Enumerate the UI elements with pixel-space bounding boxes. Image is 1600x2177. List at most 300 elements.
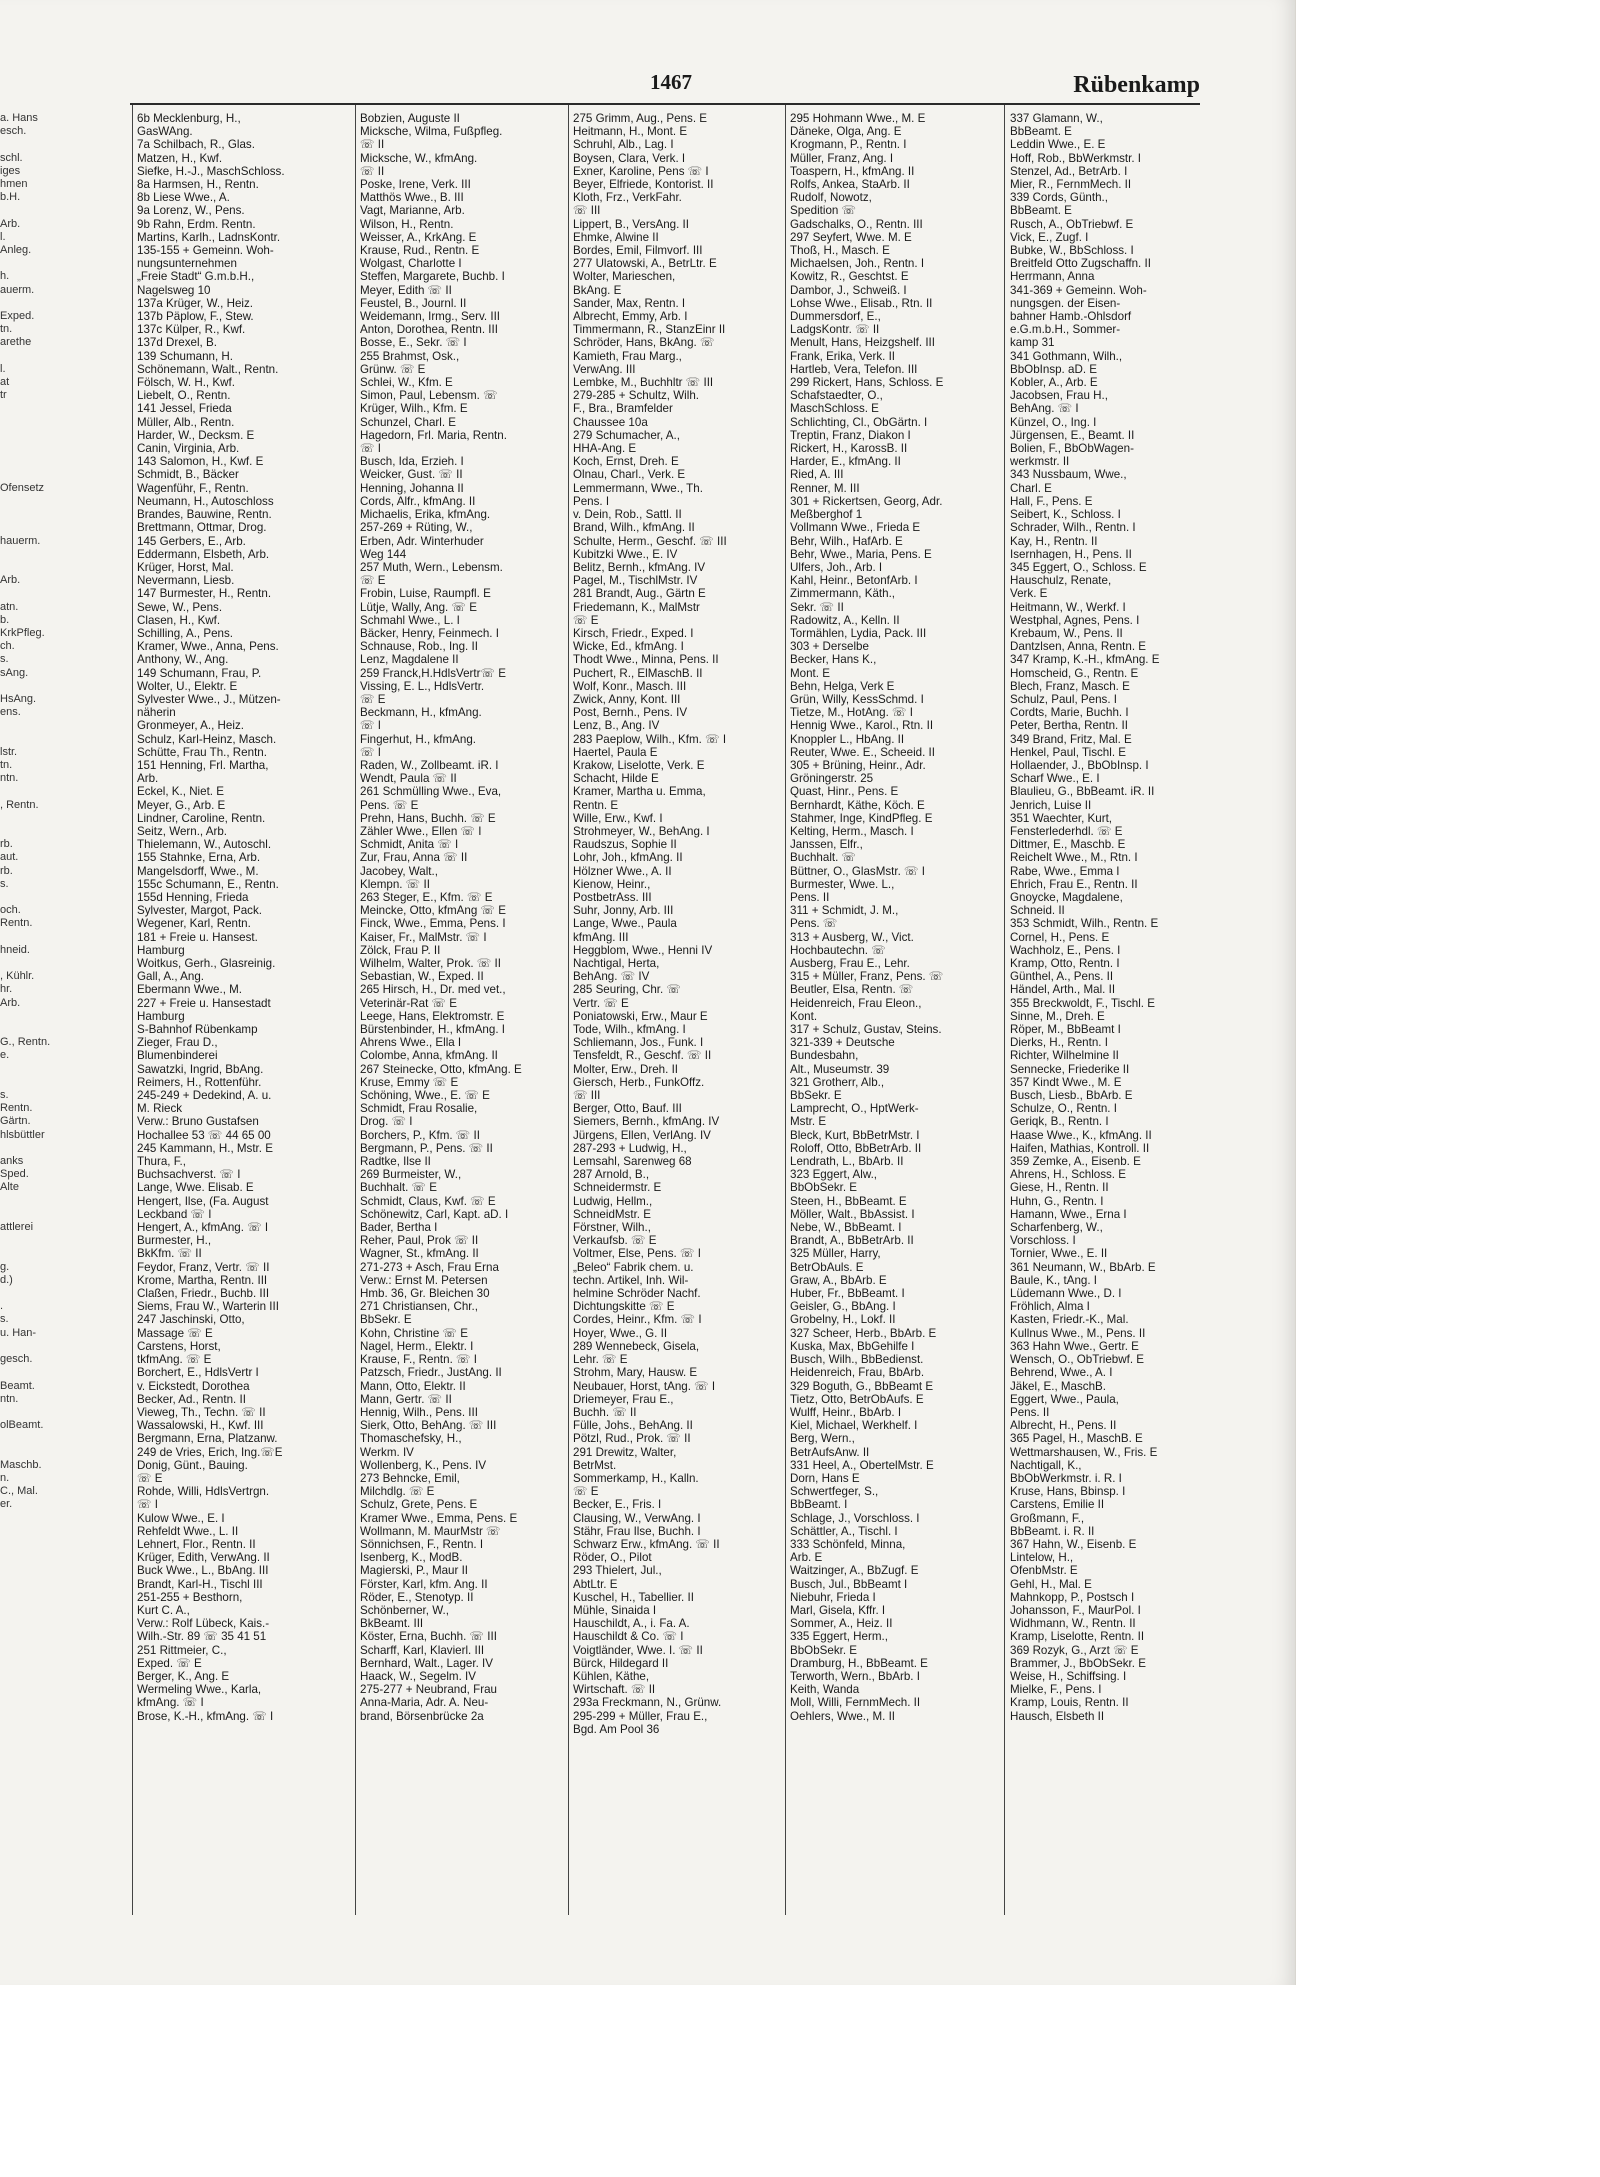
directory-entry: Cords, Alfr., kfmAng. II [360, 494, 476, 508]
directory-entry: 275 Grimm, Aug., Pens. E [573, 112, 708, 125]
directory-entry: Fülle, Johs., BehAng. II [573, 1419, 693, 1433]
directory-entry: Brand, Wilh., kfmAng. II [573, 521, 695, 535]
directory-entry: Schmidt, B., Bäcker [137, 468, 239, 482]
directory-entry [0, 402, 78, 415]
directory-entry: Olnau, Charl., Verk. E [573, 468, 686, 482]
column-2 [360, 112, 565, 1912]
directory-entry: Weidemann, Irmg., Serv. III [360, 310, 501, 324]
directory-entry: Westphal, Agnes, Pens. I [1010, 613, 1140, 627]
directory-entry: Huber, Fr., BbBeamt. I [790, 1287, 905, 1301]
directory-entry: Roloff, Otto, BbBetrArb. II [790, 1141, 922, 1155]
directory-entry: esch. [0, 125, 27, 138]
directory-entry: ☏ II [360, 164, 385, 178]
directory-entry: BbObSekr. E [790, 1181, 858, 1195]
directory-entry: Sylvester, Margot, Pack. [137, 904, 263, 918]
directory-entry: ☏ E [360, 574, 386, 588]
directory-entry: ☏ I [137, 1498, 158, 1512]
directory-entry: 287-293 + Ludwig, H., [573, 1141, 687, 1155]
directory-entry: Vieweg, Th., Techn. ☏ II [137, 1405, 266, 1419]
directory-entry: Post, Bernh., Pens. IV [573, 706, 688, 720]
directory-entry [0, 350, 78, 363]
directory-entry: Meincke, Otto, kfmAng ☏ E [360, 904, 506, 918]
directory-entry [0, 204, 78, 217]
directory-entry: Mahnkopp, P., Postsch I [1010, 1590, 1135, 1604]
directory-entry: hneid. [0, 943, 30, 956]
directory-entry [0, 561, 78, 574]
directory-entry: Beamt. [0, 1379, 35, 1392]
directory-entry: Bubke, W., BbSchloss. I [1010, 244, 1134, 258]
directory-entry: Großmann, F., [1010, 1511, 1085, 1525]
directory-entry: Dantzlsen, Anna, Rentn. E [1010, 640, 1146, 654]
directory-entry: Dierks, H., Rentn. I [1010, 1036, 1108, 1050]
directory-entry: Exner, Karoline, Pens ☏ I [573, 164, 709, 178]
directory-entry: 261 Schmülling Wwe., Eva, [360, 785, 502, 799]
directory-entry: v. Dein, Rob., Sattl. II [573, 508, 682, 522]
directory-entry: Haertel, Paula E [573, 745, 658, 759]
directory-entry: Kiel, Michael, Werkhelf. I [790, 1419, 918, 1433]
directory-entry: Molter, Erw., Dreh. II [573, 1062, 679, 1076]
directory-entry [0, 548, 78, 561]
directory-entry: Reichelt Wwe., M., Rtn. I [1010, 851, 1138, 865]
directory-entry: Eddermann, Elsbeth, Arb. [137, 547, 270, 561]
directory-entry: Mstr. E [790, 1115, 827, 1129]
directory-entry: Jacobey, Walt., [360, 864, 438, 878]
directory-entry: Kramp, Louis, Rentn. II [1010, 1696, 1129, 1710]
directory-entry: Lehnert, Flor., Rentn. II [137, 1537, 256, 1551]
directory-entry: Patzsch, Friedr., JustAng. II [360, 1366, 502, 1380]
directory-entry: Poniatowski, Erw., Maur E [573, 1009, 708, 1023]
directory-entry: rb. [0, 838, 13, 851]
directory-entry: Huhn, G., Rentn. I [1010, 1194, 1104, 1208]
page-header [130, 70, 1200, 100]
directory-entry: Maschb. [0, 1458, 42, 1471]
directory-entry: 311 + Schmidt, J. M., [790, 904, 899, 918]
directory-entry: Fensterlederhdl. ☏ E [1010, 824, 1123, 838]
directory-entry: Isernhagen, H., Pens. II [1010, 547, 1132, 561]
directory-entry: Schrader, Wilh., Rentn. I [1010, 521, 1136, 535]
directory-entry: 339 Cords, Günth., [1010, 191, 1108, 205]
directory-entry: Becker, Hans K., [790, 653, 877, 667]
directory-entry: ☏ II [360, 138, 385, 152]
directory-entry: Behr, Wwe., Maria, Pens. E [790, 547, 932, 561]
directory-entry: Rolfs, Ankea, StaArb. II [790, 178, 910, 192]
directory-entry: Steffen, Margarete, Buchb. I [360, 270, 505, 284]
directory-entry: M. Rieck [137, 1102, 183, 1116]
directory-entry: 291 Drewitz, Walter, [573, 1445, 677, 1459]
directory-entry: Kullnus Wwe., M., Pens. II [1010, 1326, 1146, 1340]
directory-entry: Kirsch, Friedr., Exped. I [573, 626, 694, 640]
directory-entry: Haase Wwe., K., kfmAng. II [1010, 1128, 1152, 1142]
directory-entry: Steen, H., BbBeamt. E [790, 1194, 907, 1208]
directory-entry: Sylvester Wwe., J., Mützen- [137, 692, 281, 706]
directory-entry: Borchert, E., HdlsVertr I [137, 1366, 259, 1380]
directory-entry: tr [0, 389, 7, 402]
directory-entry: ☏ I [360, 719, 381, 733]
directory-entry: Reuter, Wwe. E., Scheeid. II [790, 745, 935, 759]
directory-entry: Lembke, M., Buchhltr ☏ III [573, 376, 714, 390]
directory-entry: 351 Waechter, Kurt, [1010, 811, 1113, 825]
header-rule [130, 103, 1200, 105]
directory-entry: Anleg. [0, 244, 32, 257]
directory-entry: Kulow Wwe., E. I [137, 1511, 225, 1525]
directory-entry: Kuska, Max, BbGehilfe I [790, 1339, 915, 1353]
directory-entry: ens. [0, 706, 21, 719]
directory-entry: 329 Boguth, G., BbBeamt E [790, 1379, 934, 1393]
directory-entry: Rehfeldt Wwe., L. II [137, 1524, 239, 1538]
directory-entry: at [0, 376, 10, 389]
directory-entry: Klempn. ☏ II [360, 877, 430, 891]
directory-entry: Vissing, E. L., HdlsVertr. [360, 679, 485, 693]
directory-entry: Pens. II [790, 890, 830, 904]
directory-entry: 145 Gerbers, E., Arb. [137, 534, 246, 548]
directory-entry: 139 Schumann, H. [137, 349, 234, 363]
directory-entry: BbBeamt. E [1010, 125, 1072, 139]
directory-entry: Ried, A. III [790, 468, 844, 482]
directory-entry: Grün, Willy, KessSchmd. I [790, 692, 924, 706]
directory-entry: Schulz, Karl-Heinz, Masch. [137, 732, 277, 746]
directory-entry: Bader, Bertha I [360, 1221, 438, 1235]
directory-entry: Schafstaedter, O., [790, 389, 883, 403]
directory-entry: 357 Kindt Wwe., M. E [1010, 1075, 1122, 1089]
directory-entry: Quast, Hinr., Pens. E [790, 785, 899, 799]
directory-entry: Arb. E [790, 1551, 823, 1565]
directory-entry: BkKfm. ☏ II [137, 1247, 202, 1261]
directory-entry: Schruhl, Alb., Lag. I [573, 138, 674, 152]
directory-entry [0, 719, 78, 732]
directory-entry: Brettmann, Ottmar, Drog. [137, 521, 267, 535]
directory-entry: Pens. ☏ [790, 917, 838, 931]
directory-entry: brand, Börsenbrücke 2a [360, 1709, 484, 1723]
directory-entry: Kienow, Heinr., [573, 877, 651, 891]
directory-entry: Jacobsen, Frau H., [1010, 389, 1108, 403]
directory-entry: Leddin Wwe., E. E [1010, 138, 1106, 152]
directory-entry: Tornier, Wwe., E. II [1010, 1247, 1108, 1261]
directory-entry: Fölsch, W. H., Kwf. [137, 376, 235, 390]
directory-entry: Lüdemann Wwe., D. I [1010, 1287, 1122, 1301]
directory-entry: 7a Schilbach, R., Glas. [137, 138, 255, 152]
directory-entry: Meyer, Edith ☏ II [360, 283, 452, 297]
directory-entry: Siems, Frau W., Warterin III [137, 1300, 279, 1314]
directory-entry: , Kühlr. [0, 970, 35, 983]
directory-entry: Becker, Ad., Rentn. II [137, 1392, 246, 1406]
directory-entry: Heitmann, H., Mont. E [573, 125, 688, 139]
column-divider [132, 105, 133, 1915]
directory-entry: Hauschildt, A., i. Fa. A. [573, 1617, 690, 1631]
directory-entry: 147 Burmester, H., Rentn. [137, 587, 272, 601]
directory-entry: 249 de Vries, Erich, Ing.☏E [137, 1445, 283, 1459]
directory-entry: Lintelow, H., [1010, 1551, 1074, 1565]
directory-entry: Günthel, A., Pens. II [1010, 970, 1114, 984]
directory-entry: Sander, Max, Rentn. I [573, 296, 686, 310]
directory-entry: ☏ E [573, 613, 599, 627]
directory-entry: Wilh.-Str. 89 ☏ 35 41 51 [137, 1630, 267, 1644]
directory-entry: Kruse, Hans, Bbinsp. I [1010, 1485, 1126, 1499]
directory-entry: Berger, K., Ang. E [137, 1669, 230, 1683]
directory-entry: Pens. ☏ E [360, 798, 419, 812]
directory-entry: Dambor, J., Schweiß. I [790, 283, 907, 297]
directory-entry: Kahl, Heinr., BetonfArb. I [790, 574, 918, 588]
directory-entry: Wulff, Heinr., BbArb. I [790, 1405, 902, 1419]
directory-entry: Leege, Hans, Elektromstr. E [360, 1009, 505, 1023]
directory-entry: 345 Eggert, O., Schloss. E [1010, 560, 1147, 574]
directory-entry: Brandt, Karl-H., Tischl III [137, 1577, 263, 1591]
column-3 [573, 112, 783, 1912]
directory-entry: Thura, F., [137, 1155, 186, 1169]
directory-entry: Meßberghof 1 [790, 508, 863, 522]
directory-entry: BetrObAuls. E [790, 1260, 864, 1274]
directory-entry: Alte [0, 1181, 19, 1194]
directory-entry: Tode, Wilh., kfmAng. I [573, 1023, 686, 1037]
directory-entry: Homscheid, G., Rentn. E [1010, 666, 1139, 680]
directory-entry: Sommer, A., Heiz. II [790, 1617, 893, 1631]
directory-entry: „Beleo“ Fabrik chem. u. [573, 1260, 694, 1274]
directory-entry: 359 Zemke, A., Eisenb. E [1010, 1155, 1141, 1169]
directory-entry: Treptin, Franz, Diakon I [790, 428, 911, 442]
directory-entry: Wolf, Konr., Masch. III [573, 679, 687, 693]
directory-entry: Thomaschefsky, H., [360, 1432, 462, 1446]
directory-entry: Möller, Walt., BbAssist. I [790, 1207, 915, 1221]
directory-entry: 8b Liese Wwe., A. [137, 191, 230, 205]
directory-entry: Clasen, H., Kwf. [137, 613, 221, 627]
directory-entry: Kowitz, R., Geschtst. E [790, 270, 909, 284]
directory-entry: Hennig Wwe., Karol., Rtn. II [790, 719, 934, 733]
directory-entry: Lendrath, L., BbArb. II [790, 1155, 904, 1169]
directory-entry: Sönnichsen, F., Rentn. I [360, 1537, 484, 1551]
directory-entry: Weise, H., Schiffsing. I [1010, 1669, 1127, 1683]
directory-entry: Krüger, Horst, Mal. [137, 560, 234, 574]
directory-entry: Pens. II [1010, 1405, 1050, 1419]
directory-entry: Dichtungskitte ☏ E [573, 1300, 675, 1314]
directory-entry: Däneke, Olga, Ang. E [790, 125, 902, 139]
directory-entry: Raden, W., Zollbeamt. iR. I [360, 758, 499, 772]
directory-entry: er. [0, 1498, 13, 1511]
directory-entry: Buck Wwe., L., BbAng. III [137, 1564, 269, 1578]
directory-entry: Arb. [0, 574, 21, 587]
page-number: 1467 [650, 70, 692, 94]
directory-entry: Behr, Wilh., HafArb. E [790, 534, 903, 548]
directory-entry: Milchdlg. ☏ E [360, 1485, 435, 1499]
directory-entry: schl. [0, 151, 23, 164]
directory-entry: Blaulieu, G., BbBeamt. iR. II [1010, 785, 1155, 799]
directory-entry: gesch. [0, 1353, 33, 1366]
directory-entry: Anton, Dorothea, Rentn. III [360, 323, 498, 337]
directory-entry: u. Han- [0, 1326, 37, 1339]
directory-entry: VerwAng. III [573, 362, 636, 376]
directory-entry: Timmermann, R., StanzEinr II [573, 323, 726, 337]
directory-entry: ☏ III [573, 204, 601, 218]
directory-entry: Thielemann, W., Autoschl. [137, 838, 272, 852]
directory-entry: Heitmann, W., Werkf. I [1010, 600, 1126, 614]
directory-entry: BehAng. ☏ IV [573, 970, 650, 984]
directory-entry: Wensch, O., ObTriebwf. E [1010, 1353, 1145, 1367]
directory-entry: BbObInsp. aD. E [1010, 362, 1097, 376]
directory-entry: Voigtländer, Wwe. I. ☏ II [573, 1643, 703, 1657]
directory-entry [0, 812, 78, 825]
directory-entry: F., Bra., Bramfelder [573, 402, 673, 416]
directory-entry: 137a Krüger, W., Heiz. [137, 296, 253, 310]
directory-entry: Canin, Virginia, Arb. [137, 442, 240, 456]
directory-entry: Thodt Wwe., Minna, Pens. II [573, 653, 719, 667]
directory-entry: C., Mal. [0, 1485, 38, 1498]
directory-entry: Werkm. IV [360, 1445, 414, 1459]
directory-entry: Nachtigall, K., [1010, 1458, 1082, 1472]
directory-entry: Nagel, Herm., Elektr. I [360, 1339, 474, 1353]
directory-entry: Carstens, Emilie II [1010, 1498, 1105, 1512]
directory-entry: Schilling, A., Pens. [137, 626, 234, 640]
directory-entry: Bobzien, Auguste II [360, 112, 460, 125]
directory-entry: Schwarz Erw., kfmAng. ☏ II [573, 1537, 720, 1551]
column-1 [137, 112, 352, 1912]
directory-entry: Lindner, Caroline, Rentn. [137, 811, 266, 825]
directory-entry: Bordes, Emil, Filmvorf. III [573, 244, 703, 258]
directory-entry: Wollenberg, K., Pens. IV [360, 1458, 487, 1472]
directory-entry: kamp 31 [1010, 336, 1055, 350]
directory-entry: Thoß, H., Masch. E [790, 244, 890, 258]
directory-entry: MaschSchloss. E [790, 402, 879, 416]
directory-entry: Zölck, Frau P. II [360, 943, 441, 957]
directory-entry: Arb. [0, 217, 21, 230]
directory-entry: Förstner, Wilh., [573, 1221, 651, 1235]
directory-entry: BbObWerkmstr. i. R. I [1010, 1471, 1122, 1485]
directory-entry: e. [0, 1049, 10, 1062]
directory-entry: S-Bahnhof Rübenkamp [137, 1023, 258, 1037]
directory-entry: Neumann, H., Autoschloss [137, 494, 274, 508]
directory-entry: 155c Schumann, E., Rentn. [137, 877, 279, 891]
directory-entry: 135-155 + Gemeinn. Woh- [137, 244, 274, 258]
directory-entry: hauerm. [0, 534, 41, 547]
directory-entry: Geisler, G., BbAng. I [790, 1300, 896, 1314]
directory-entry: 9b Rahn, Erdm. Rentn. [137, 217, 256, 231]
directory-entry: HsAng. [0, 692, 37, 705]
directory-entry: n. [0, 1471, 10, 1484]
directory-entry: Lehr. ☏ E [573, 1353, 628, 1367]
directory-entry: 331 Heel, A., ObertelMstr. E [790, 1458, 934, 1472]
directory-entry: Lenz, Magdalene II [360, 653, 459, 667]
directory-entry [0, 508, 78, 521]
directory-entry [0, 468, 78, 481]
directory-entry: LadgsKontr. ☏ II [790, 323, 880, 337]
directory-entry [0, 429, 78, 442]
directory-entry: 293a Freckmann, N., Grünw. [573, 1696, 722, 1710]
directory-entry: Anna-Maria, Adr. A. Neu- [360, 1696, 489, 1710]
directory-entry: Richter, Wilhelmine II [1010, 1049, 1119, 1063]
directory-entry: Busch, Jul., BbBeamt I [790, 1577, 908, 1591]
directory-entry: Bergmann, P., Pens. ☏ II [360, 1141, 493, 1155]
directory-entry: Wassalowski, H., Kwf. III [137, 1419, 264, 1433]
directory-entry: Koch, Ernst, Dreh. E [573, 455, 679, 469]
directory-entry: Kühlen, Käthe, [573, 1669, 650, 1683]
directory-entry: Bosse, E., Sekr. ☏ I [360, 336, 467, 350]
directory-entry: Verw.: Rolf Lübeck, Kais.- [137, 1617, 270, 1631]
directory-entry: Seitz, Wern., Arb. [137, 824, 227, 838]
directory-entry: Wille, Erw., Kwf. I [573, 811, 663, 825]
directory-entry: Hartleb, Vera, Telefon. III [790, 362, 918, 376]
directory-entry: Schulz, Grete, Pens. E [360, 1498, 478, 1512]
directory-entry: Hagedorn, Frl. Maria, Rentn. [360, 428, 507, 442]
directory-entry [0, 825, 78, 838]
directory-entry: Reimers, H., Rottenführ. [137, 1075, 262, 1089]
directory-entry: Wagenführ, F., Rentn. [137, 481, 249, 495]
directory-entry: Krome, Martha, Rentn. III [137, 1273, 268, 1287]
directory-entry: Bgd. Am Pool 36 [573, 1722, 660, 1736]
directory-entry: 151 Henning, Frl. Martha, [137, 758, 269, 772]
directory-entry: Strohmeyer, W., BehAng. I [573, 824, 710, 838]
directory-entry: . [0, 1300, 4, 1313]
directory-entry: 281 Brandt, Aug., Gärtn E [573, 587, 706, 601]
directory-entry: Hennig, Wilh., Pens. III [360, 1405, 478, 1419]
directory-entry: G., Rentn. [0, 1036, 51, 1049]
directory-entry: tkfmAng. ☏ E [137, 1353, 212, 1367]
directory-entry: Herrmann, Anna [1010, 270, 1095, 284]
directory-entry: Hochallee 53 ☏ 44 65 00 [137, 1128, 271, 1142]
directory-entry: Simon, Paul, Lebensm. ☏ [360, 389, 498, 403]
directory-entry: Gall, A., Ang. [137, 970, 205, 984]
directory-entry [0, 495, 78, 508]
directory-entry: Heidenreich, Frau Eleon., [790, 996, 922, 1010]
directory-entry: s. [0, 653, 9, 666]
directory-entry: Matthös Wwe., B. III [360, 191, 464, 205]
directory-entry: 305 + Brüning, Heinr., Adr. [790, 758, 926, 772]
directory-entry: 279 Schumacher, A., [573, 428, 680, 442]
directory-entry: Gröningerstr. 25 [790, 772, 874, 786]
directory-entry: Lange, Wwe. Elisab. E [137, 1181, 254, 1195]
directory-entry: 341-369 + Gemeinn. Woh- [1010, 283, 1147, 297]
directory-entry: Ehmke, Alwine II [573, 230, 659, 244]
directory-entry: Lenz, B., Ang. IV [573, 719, 660, 733]
directory-entry: Drog. ☏ I [360, 1115, 413, 1129]
directory-entry: Rentn. [0, 1102, 33, 1115]
directory-entry: 273 Behncke, Emil, [360, 1471, 460, 1485]
directory-entry: Förster, Karl, kfm. Ang. II [360, 1577, 488, 1591]
directory-entry: Belitz, Bernh., kfmAng. IV [573, 560, 706, 574]
directory-entry: Schönewitz, Carl, Kapt. aD. I [360, 1207, 509, 1221]
directory-entry: d.) [0, 1273, 13, 1286]
directory-entry: Jürgens, Ellen, VerlAng. IV [573, 1128, 711, 1142]
directory-entry: Exped. [0, 310, 35, 323]
directory-entry: Röder, O., Pilot [573, 1551, 652, 1565]
directory-entry [0, 1366, 78, 1379]
directory-entry: 245 Kammann, H., Mstr. E [137, 1141, 273, 1155]
directory-entry: Radtke, Ilse II [360, 1155, 431, 1169]
directory-entry: HHA-Ang. E [573, 442, 637, 456]
directory-entry: Verk. E [1010, 587, 1048, 601]
directory-entry: 283 Paeplow, Wilh., Kfm. ☏ I [573, 732, 727, 746]
directory-entry [0, 1063, 78, 1076]
directory-entry: ☏ III [573, 1089, 601, 1103]
directory-entry: 303 + Derselbe [790, 640, 869, 654]
directory-entry: Woitkus, Gerh., Glasreinig. [137, 957, 276, 970]
directory-entry: Janssen, Elfr., [790, 838, 863, 852]
directory-entry: 257 Muth, Wern., Lebensm. [360, 560, 503, 574]
directory-entry: Strohm, Mary, Hausw. E [573, 1366, 698, 1380]
directory-entry: Vorschloss. I [1010, 1234, 1076, 1248]
directory-entry: 265 Hirsch, H., Dr. med vet., [360, 983, 506, 997]
directory-entry: Magierski, P., Maur II [360, 1564, 469, 1578]
directory-entry: 155 Stahnke, Erna, Arb. [137, 851, 261, 865]
directory-entry: Wachholz, E., Pens. I [1010, 943, 1121, 957]
directory-entry: 323 Eggert, Alw., [790, 1168, 878, 1182]
directory-entry: 141 Jessel, Frieda [137, 402, 232, 416]
running-title: Rübenkamp [1073, 72, 1200, 98]
directory-entry: Verkaufsb. ☏ E [573, 1234, 657, 1248]
directory-entry: Köster, Erna, Buchh. ☏ III [360, 1630, 497, 1644]
directory-entry: Nachtigal, Herta, [573, 957, 660, 970]
directory-entry: Stenzel, Ad., BetrArb. I [1010, 164, 1128, 178]
directory-entry: 143 Salomon, H., Kwf. E [137, 455, 264, 469]
directory-entry: , Rentn. [0, 798, 39, 811]
directory-entry: Heggblom, Wwe., Henni IV [573, 943, 713, 957]
directory-entry: Anthony, W., Ang. [137, 653, 229, 667]
